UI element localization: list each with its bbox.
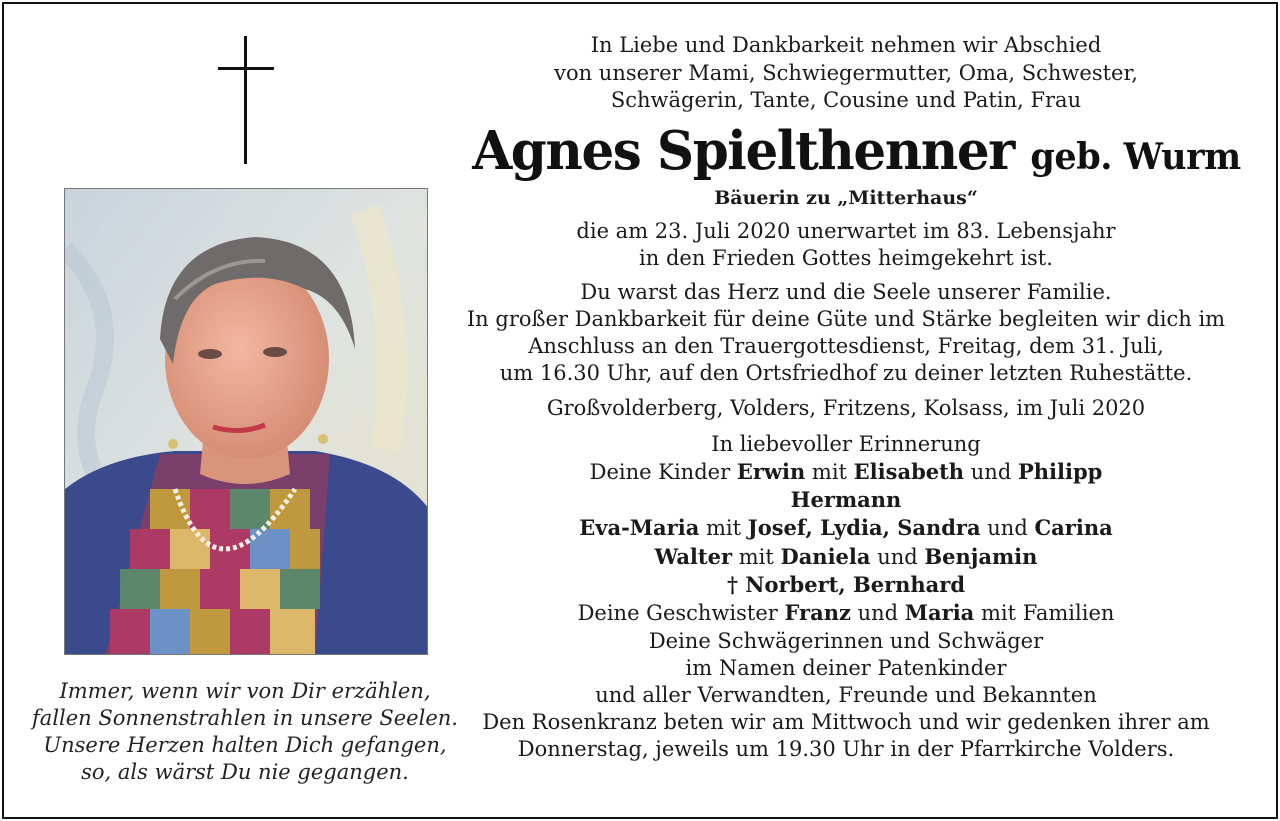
message-line: um 16.30 Uhr, auf den Ortsfriedhof zu deiner letzten Ruhestätte. xyxy=(499,360,1193,385)
relatives-line: und aller Verwandten, Freunde und Bekannten xyxy=(595,683,1097,708)
death-line: in den Frieden Gottes heimgekehrt ist. xyxy=(639,245,1053,270)
rosary-text xyxy=(462,709,1230,763)
intro-line: Schwägerin, Tante, Cousine und Patin, Frau xyxy=(610,88,1082,112)
poem-line: fallen Sonnenstrahlen in unsere Seelen. xyxy=(32,706,458,730)
death-line: die am 23. Juli 2020 unerwartet im 83. Lebensjahr xyxy=(576,218,1116,243)
in-laws-line: Deine Schwägerinnen und Schwäger xyxy=(648,628,1044,653)
deceased-name xyxy=(472,118,1241,190)
memorial-poem xyxy=(30,678,460,786)
memory-heading: In liebevoller Erinnerung xyxy=(711,431,981,456)
portrait-photo xyxy=(64,188,428,655)
intro-line: von unserer Mami, Schwiegermutter, Oma, Schwester, xyxy=(554,60,1138,85)
rosary-line: Donnerstag, jeweils um 19.30 Uhr in der Pfarrkirche Volders. xyxy=(517,737,1175,762)
message-line: Anschluss an den Trauergottesdienst, Freitag, dem 31. Juli, xyxy=(528,333,1164,358)
godchildren-line: im Namen deiner Patenkinder xyxy=(685,655,1007,680)
message-text xyxy=(462,279,1230,387)
place-date: Großvolderberg, Volders, Fritzens, Kolsass, im Juli 2020 xyxy=(546,395,1146,420)
poem-line: Unsere Herzen halten Dich gefangen, xyxy=(43,733,447,757)
family-line: Eva-Maria mit Josef, Lydia, Sandra und Carina xyxy=(579,515,1113,541)
message-line: In großer Dankbarkeit für deine Güte und Stärke begleiten wir dich im xyxy=(466,306,1226,331)
family-line: Walter mit Daniela und Benjamin xyxy=(654,543,1038,569)
maiden-name: geb. Wurm xyxy=(1030,135,1241,178)
intro-line: In Liebe und Dankbarkeit nehmen wir Abschied xyxy=(590,33,1102,57)
full-name: Agnes Spielthenner xyxy=(472,119,1014,182)
poem-line: Immer, wenn wir von Dir erzählen, xyxy=(59,679,431,703)
family-list xyxy=(462,431,1230,710)
children-line: Deine Kinder Erwin mit Elisabeth und Philipp xyxy=(589,458,1103,484)
siblings-line: Deine Geschwister Franz und Maria mit Familien xyxy=(577,600,1115,626)
rosary-line: Den Rosenkranz beten wir am Mittwoch und wir gedenken ihrer am xyxy=(482,710,1210,735)
message-line: Du warst das Herz und die Seele unserer Familie. xyxy=(580,279,1112,304)
cross-icon xyxy=(218,36,274,166)
poem-line: so, als wärst Du nie gegangen. xyxy=(81,760,409,784)
notice-text xyxy=(462,32,1241,763)
intro-text xyxy=(462,32,1230,115)
family-line: † Norbert, Bernhard xyxy=(726,571,966,597)
farm-title: Bäuerin zu „Mitterhaus“ xyxy=(714,186,978,209)
death-text xyxy=(462,218,1230,272)
family-line: Hermann xyxy=(790,487,902,513)
